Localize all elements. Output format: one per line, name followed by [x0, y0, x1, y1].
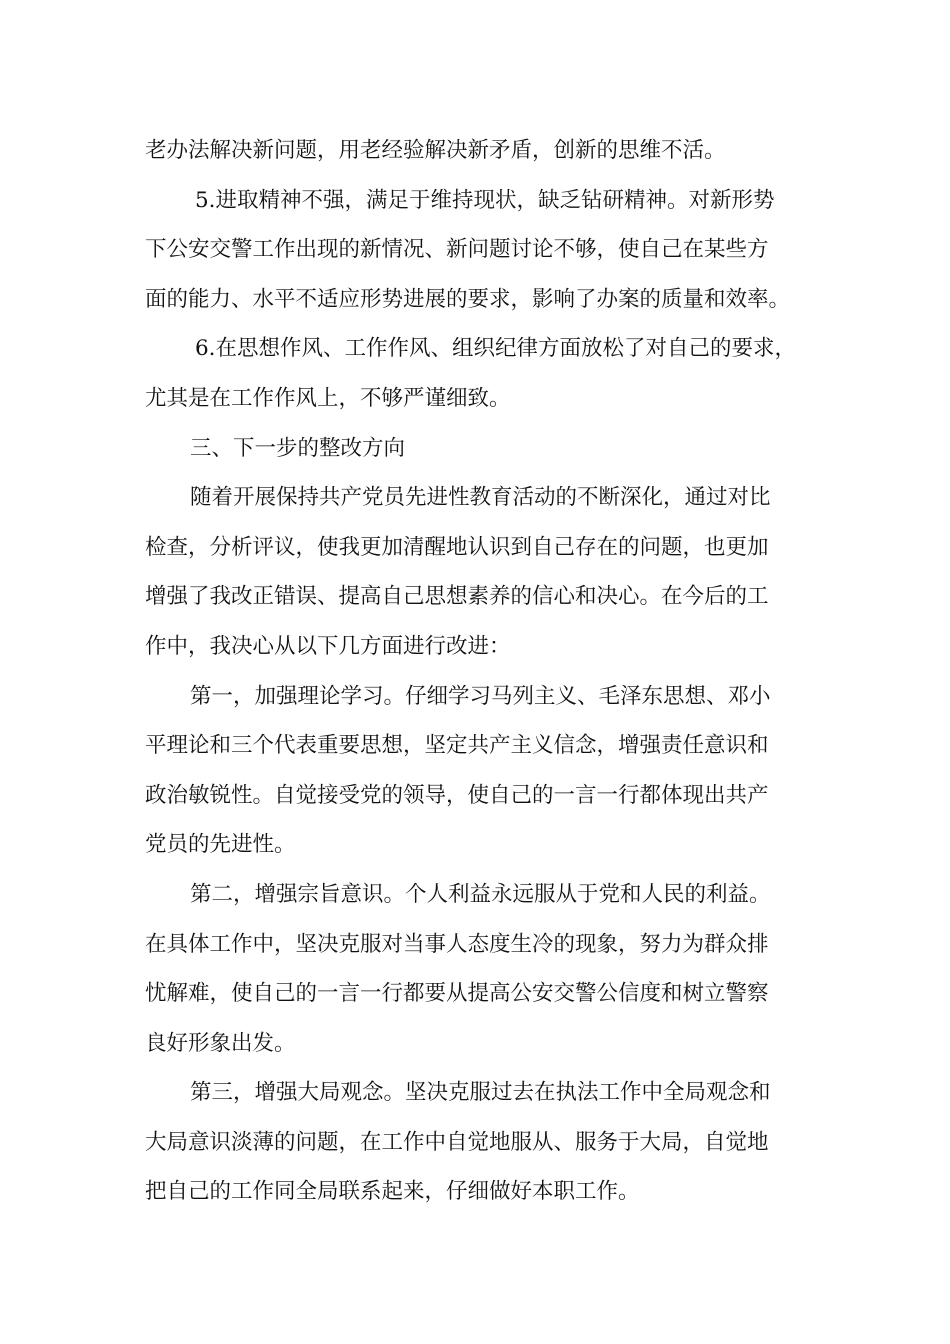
document-body [145, 126, 815, 1217]
text-line: 政治敏锐性。自觉接受党的领导，使自己的一言一行都体现出共产 [145, 782, 769, 808]
text-line: 忧解难，使自己的一言一行都要从提高公安交警公信度和树立警察 [145, 981, 769, 1007]
text-line: 作中，我决心从以下几方面进行改进： [145, 633, 511, 659]
text-line: 良好形象出发。 [145, 1030, 296, 1056]
text-line: 尤其是在工作作风上，不够严谨细致。 [145, 385, 511, 411]
text-line: 检查，分析评议，使我更加清醒地认识到自己存在的问题，也更加 [145, 534, 769, 560]
text-line: 下公安交警工作出现的新情况、新问题讨论不够，使自己在某些方 [145, 237, 769, 263]
text-line: 第二，增强宗旨意识。个人利益永远服从于党和人民的利益。 [190, 881, 771, 907]
text-line: 老办法解决新问题，用老经验解决新矛盾，创新的思维不活。 [145, 138, 726, 163]
text-line: 增强了我改正错误、提高自己思想素养的信心和决心。在今后的工 [145, 584, 769, 610]
text-line: 5.进取精神不强，满足于维持现状，缺乏钻研精神。对新形势 [195, 187, 775, 213]
text-line: 随着开展保持共产党员先进性教育活动的不断深化，通过对比 [190, 485, 771, 511]
text-line: 在具体工作中，坚决克服对当事人态度生冷的现象，努力为群众排 [145, 931, 769, 957]
text-line: 第一，加强理论学习。仔细学习马列主义、毛泽东思想、邓小 [190, 683, 771, 709]
text-line: 第三，增强大局观念。坚决克服过去在执法工作中全局观念和 [190, 1080, 771, 1106]
text-line: 面的能力、水平不适应形势进展的要求，影响了办案的质量和效率。 [145, 286, 791, 312]
text-line: 平理论和三个代表重要思想，坚定共产主义信念，增强责任意识和 [145, 733, 769, 759]
text-line: 把自己的工作同全局联系起来，仔细做好本职工作。 [145, 1179, 640, 1205]
text-line: 大局意识淡薄的问题，在工作中自觉地服从、服务于大局，自觉地 [145, 1129, 769, 1155]
text-line: 党员的先进性。 [145, 832, 296, 858]
section-heading: 三、下一步的整改方向 [190, 435, 406, 461]
text-line: 6.在思想作风、工作作风、组织纪律方面放松了对自己的要求， [195, 336, 797, 362]
